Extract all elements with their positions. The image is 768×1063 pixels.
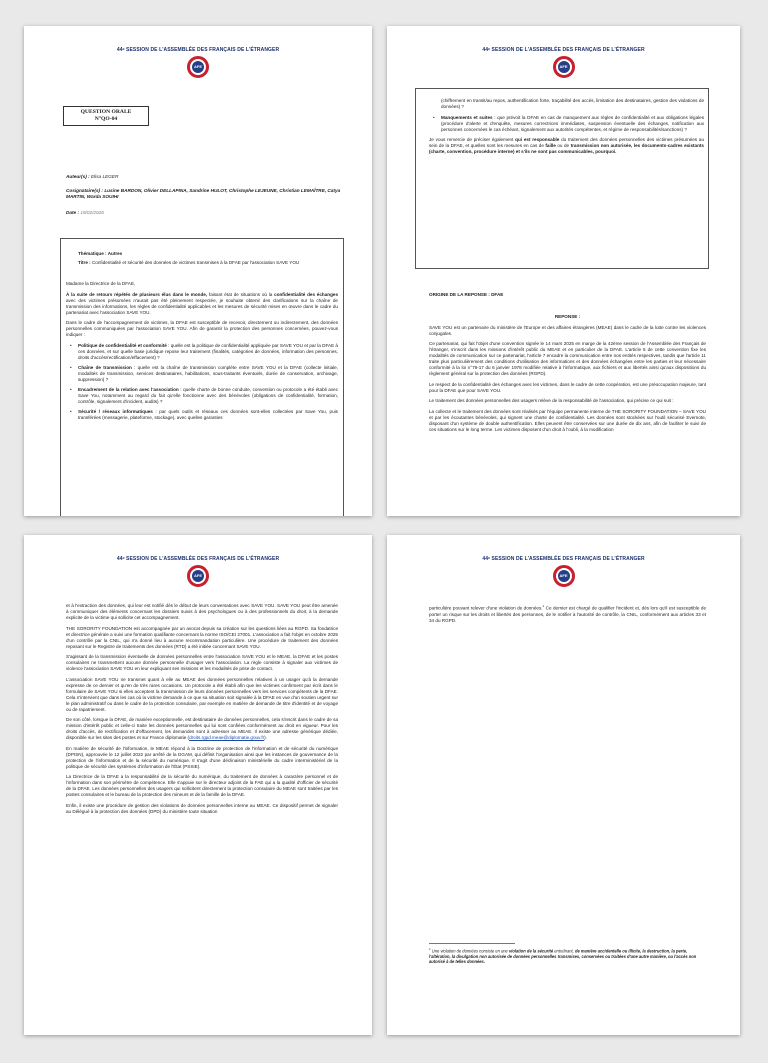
question-bullets (66, 343, 338, 421)
answer-body-end (429, 603, 706, 628)
answer-body (429, 314, 706, 437)
answer-para: La collecte et le traitement des données sont réalisés par l'équipe permanente interne de THE SORORITY FOUNDATION – SAVE YOU et par les écoutantes bénévoles, qui signent une charte de confidentialité. Les données sont stockées sur l'outil sécurisé Evernote, disposant d'un système de double authentification. Elles peuvent être conservées sur une durée de dix ans, afin de faciliter le suivi de ces situations sur le long terme. Les victimes disposent d'un droit à l'oubli, à la modification (429, 408, 706, 432)
answer-para: Enfin, il existe une procédure de gestion des violations de données personnelles interne au MEAE. Ce dispositif permet de signaler au Délégué à la protection des données (DPD) du ministère toute situation (66, 802, 338, 814)
question-box: QUESTION ORALE N°QO-04 (63, 106, 149, 126)
footnote: $^1$ Une violation de données consiste en une violation de la sécurité entraînant, de manière accidentelle ou illicite, la destruction, la perte, l'altération, la divulgation non autorisée de données personnelles transmises, conservées ou traitées d'une autre manière, ou l'accès non autorisé à de telles données. (429, 947, 697, 964)
answer-para: Le respect de la confidentialité des échanges avec les victimes, dans le cadre de cette coopération, est une préoccupation majeure, tant pour la DFAE que pour SAVE YOU. (429, 381, 706, 393)
afe-logo: AFE (553, 565, 575, 587)
bullet-item: • Politique de confidentialité et conformité : quelle est la politique de confidentialité appliquée par SAVE YOU et par la DFAE à ces données, et sur quelle base juridique repose leur traitement (finalités, catégories de données, information des personnes, droits d'accès/rectification/effacement) ? (66, 343, 338, 361)
afe-logo: AFE (187, 56, 209, 78)
footnote-divider (429, 943, 515, 944)
answer-para: particulière pouvant relever d'une violation de données.$^1$ Ce dernier est chargé de qualifier l'incident et, dès lors qu'il est susceptible de porter un risque sur les droits et libertés des personnes, de le notifier à l'autorité de contrôle, la CNIL, conformément aux articles 33 et 34 du RGPD. (429, 604, 706, 623)
answer-para: Le traitement des données personnelles des usagers relève de la responsabilité de l'association, qui précise ce qui suit : (429, 398, 674, 403)
date-line: Date : 15/02/2026 (66, 210, 104, 215)
answer-para: et à l'extraction des données, qui leur est notifié dès le début de leurs conversations avec SAVE YOU. SAVE YOU peut être amenée à communiquer des éléments concernant les dossiers suivis à des psychologues ou à des professionnels du droit, à la demande explicite de la victime qui sollicite cet accompagnement. (66, 603, 338, 620)
bullet-item: • Manquements et suites : que prévoit la DFAE en cas de manquement aux règles de confidentialité et aux obligations légales (procédure d'alerte et d'enquête, mesures correctrices immédiates, suspension éventuelle des échanges, notification aux personnes concernées le cas échéant, signalement aux autorités compétentes, et régime de responsabilités/sanctions) ? (429, 115, 704, 133)
afe-logo: AFE (553, 56, 575, 78)
question-title: Titre : Confidentialité et sécurité des données de victimes transmises à la DFAE par l'association SAVE YOU (78, 260, 300, 265)
document-page-3 (24, 535, 372, 1035)
theme: Thématique : Autres (78, 251, 123, 256)
document-page-1 (24, 26, 372, 516)
rgpd-email-link[interactable]: droits.rgpd.meae@diplomatie.gouv.fr (189, 735, 265, 740)
question-continued (429, 98, 704, 159)
question-body (66, 281, 338, 425)
question-para-2: Dans le cadre de l'accompagnement de victimes, la DFAE est susceptible de recevoir, directement ou indirectement, des données personnelles communiquées par l'association SAVE YOU. Afin de garantir la protection des personnes concernées, pouvez-vous indiquer : (66, 320, 338, 337)
question-theme-block (78, 251, 334, 271)
question-para-1: À la suite de retours répétés de plusieurs élus dans le monde, faisant état de situations où la confidentialité des échanges avec des victimes présumées n'aurait pas été pleinement respectée, je souhaite obtenir des clarifications sur la chaîne de transmission des informations, les règles de confidentialité applicables et les mesures de sécurité mises en œuvre dans le cadre du partenariat avec l'association SAVE YOU. (66, 291, 338, 315)
answer-heading: REPONSE : (554, 314, 581, 319)
bullet-continuation: (chiffrement en transit/au repos, authentification forte, traçabilité des accès, limitation des destinataires, gestion des violations de données) ? (441, 98, 704, 109)
answer-para: En matière de sécurité de l'information, le MEAE répond à la Doctrine de protection de l'information et de sécurité du numérique (DPISN), approuvée le 12 juillet 2022 par arrêté de la DGAM, qui définit l'organisation ainsi que les instances de gouvernance de la protection de l'information et de la sécurité du numérique. Il s'agit d'une déclinaison ministérielle du cadre interministériel de la politique de sécurité des systèmes d'information de l'État (PSSIE). (66, 745, 338, 769)
document-page-4 (387, 535, 740, 1035)
answer-para: L'association SAVE YOU ne transmet quant à elle au MEAE des données personnelles relatives à un usager qu'à la demande expresse de ce dernier et qu'en de très rares occasions. Un protocole a été établi afin que les victimes confirment par écrit dans le formulaire de SAVE YOU si elles acceptent la transmission de leurs données personnelles vers les services compétents de la DFAE. Cela n'intervient que dans les cas où la victime demande à ce que sa situation soit signalée à la DFAE en vue d'un soutien urgent sur le plan administratif ou dans le cadre de la protection consulaire, par exemple en matière de demande de titre d'identité et de voyage ou de rapatriement. (66, 676, 338, 712)
answer-para: Ce partenariat, qui fait l'objet d'une convention signée le 14 mars 2025 en marge de la 42ème session de l'Assemblée des Français de l'étranger, s'inscrit dans les missions d'intérêt public du MEAE et en particulier de la DFAE. L'article 5 de cette convention fixe les modalités de communication sur ce partenariat, l'article 7 encadre la communication entre nos entités respectives, tandis que l'article 11 traite plus particulièrement des conditions d'utilisation des informations et des données échangées entre les parties et leur nécessaire conformité à la loi n°78-17 du 6 janvier 1978 modifiée relative à l'informatique, aux fichiers et aux libertés ainsi qu'aux dispositions du règlement général sur la protection des données (RGPD). (429, 341, 706, 376)
page-header: 44ᵉ SESSION DE L'ASSEMBLÉE DES FRANÇAIS DE L'ÉTRANGER (482, 556, 645, 562)
answer-origin: ORIGINE DE LA REPONSE : DFAE (429, 292, 504, 297)
page-header: 44ᵉ SESSION DE L'ASSEMBLÉE DES FRANÇAIS DE L'ÉTRANGER (116, 47, 280, 53)
author-line: Auteur(s) : Elisa LEGER (66, 174, 119, 179)
answer-body-continued (66, 603, 338, 819)
answer-para: THE SORORITY FOUNDATION est accompagnée par un avocat depuis sa création sur les questions liées au RGPD. Sa fondatrice et directrice générale a suivi une formation qualifiante concernant la norme ISO/CEI 27001. L'association a fait l'objet en octobre 2025 d'un contrôle par la CNIL, qui n'a donné lieu à aucune recommandation particulière. Une procédure de traitement des données reposant sur le Registre de traitements des données (RTD) a été initiée concernant SAVE YOU. (66, 625, 338, 649)
bullet-item: • Chaîne de transmission : quelle est la chaîne de transmission complète entre SAVE YOU et la DFAE (collecte initiale, modalités de transmission, services destinataires, habilitations, sous-traitants éventuels, durée de conservation, archivage, suppression) ? (66, 365, 338, 383)
cosignatories: Cosignataire(s) : Lusine BARDON, Olivier DELLAPINA, Sandrine HULOT, Christophe LEJEUNE, Christian LEMAÎTRE, Catya MARTIN, Warda SOUIHI (66, 188, 341, 199)
bullet-item: • Encadrement de la relation avec l'association : quelle charte de bonne conduite, convention ou protocole a été établi avec Save You, notamment au regard du fait qu'elle fonctionne avec des bénévoles (obligations de confidentialité, formation, contrôle, signalement d'incident, audits) ? (66, 387, 338, 405)
page-header: 44ᵉ SESSION DE L'ASSEMBLÉE DES FRANÇAIS DE L'ÉTRANGER (116, 556, 280, 562)
afe-logo: AFE (187, 565, 209, 587)
salutation: Madame la Directrice de la DFAE, (66, 281, 136, 286)
page-header: 44ᵉ SESSION DE L'ASSEMBLÉE DES FRANÇAIS DE L'ÉTRANGER (482, 47, 645, 53)
answer-para: S'agissant de la transmission éventuelle de données personnelles entre l'association SAVE YOU et le MEAE, la DFAE et les postes consulaires ne transmettent aucune donnée personnelle d'usager vers l'association. La règle consiste à signaler aux victimes de violence l'association SAVE YOU en leur expliquant ses missions et les modalités de prise de contact. (66, 654, 338, 671)
bullet-item: • Sécurité / réseaux informatiques : par quels outils et réseaux ces données sont-elles collectées par Save You, puis transférées (messagerie, plateforme, stockage), avec quelles garanties (66, 409, 338, 421)
answer-para: La Directrice de la DFAE a la responsabilité de la sécurité du numérique, du traitement de données à caractère personnel et de l'information dans son périmètre de compétence. Elle s'appuie sur le directeur adjoint de la FAE qui a la qualité d'officier de sécurité de la DFAE. Les données personnelles des usagers qui sollicitent directement la protection consulaire du MEAE sont traitées par les postes consulaires et le bureau de la protection des mineurs et de la famille de la DFAE. (66, 774, 338, 797)
answer-para: De son côté, lorsque la DFAE, de manière exceptionnelle, est destinataire de données personnelles, cela s'inscrit dans le cadre de sa mission d'intérêt public et celle-ci traite les données personnelles qui lui sont confiées conformément au droit en vigueur. Pour les droits d'accès, de rectification et d'effacement, les demandes sont à adresser au MEAE. Il existe une adresse générique dédiée, disponible sur les sites des postes et sur France diplomatie (droits.rgpd.meae@diplomatie.gouv.fr). (66, 717, 338, 740)
answer-para: SAVE YOU est un partenaire du ministère de l'Europe et des affaires étrangères (MEAE) dans le cadre de la lutte contre les violences conjugales. (429, 324, 706, 336)
document-page-2 (387, 26, 740, 516)
closing-para: Je vous remercie de préciser également qui est responsable du traitement des données personnelles des victimes présumées au sein de la DFAE, et quelles sont les mesures en cas de faille ou de transmission non autorisée, les documents-cadres existants (charte, convention, procédure interne) et s'ils ne sont pas communicables, pourquoi. (429, 136, 704, 154)
